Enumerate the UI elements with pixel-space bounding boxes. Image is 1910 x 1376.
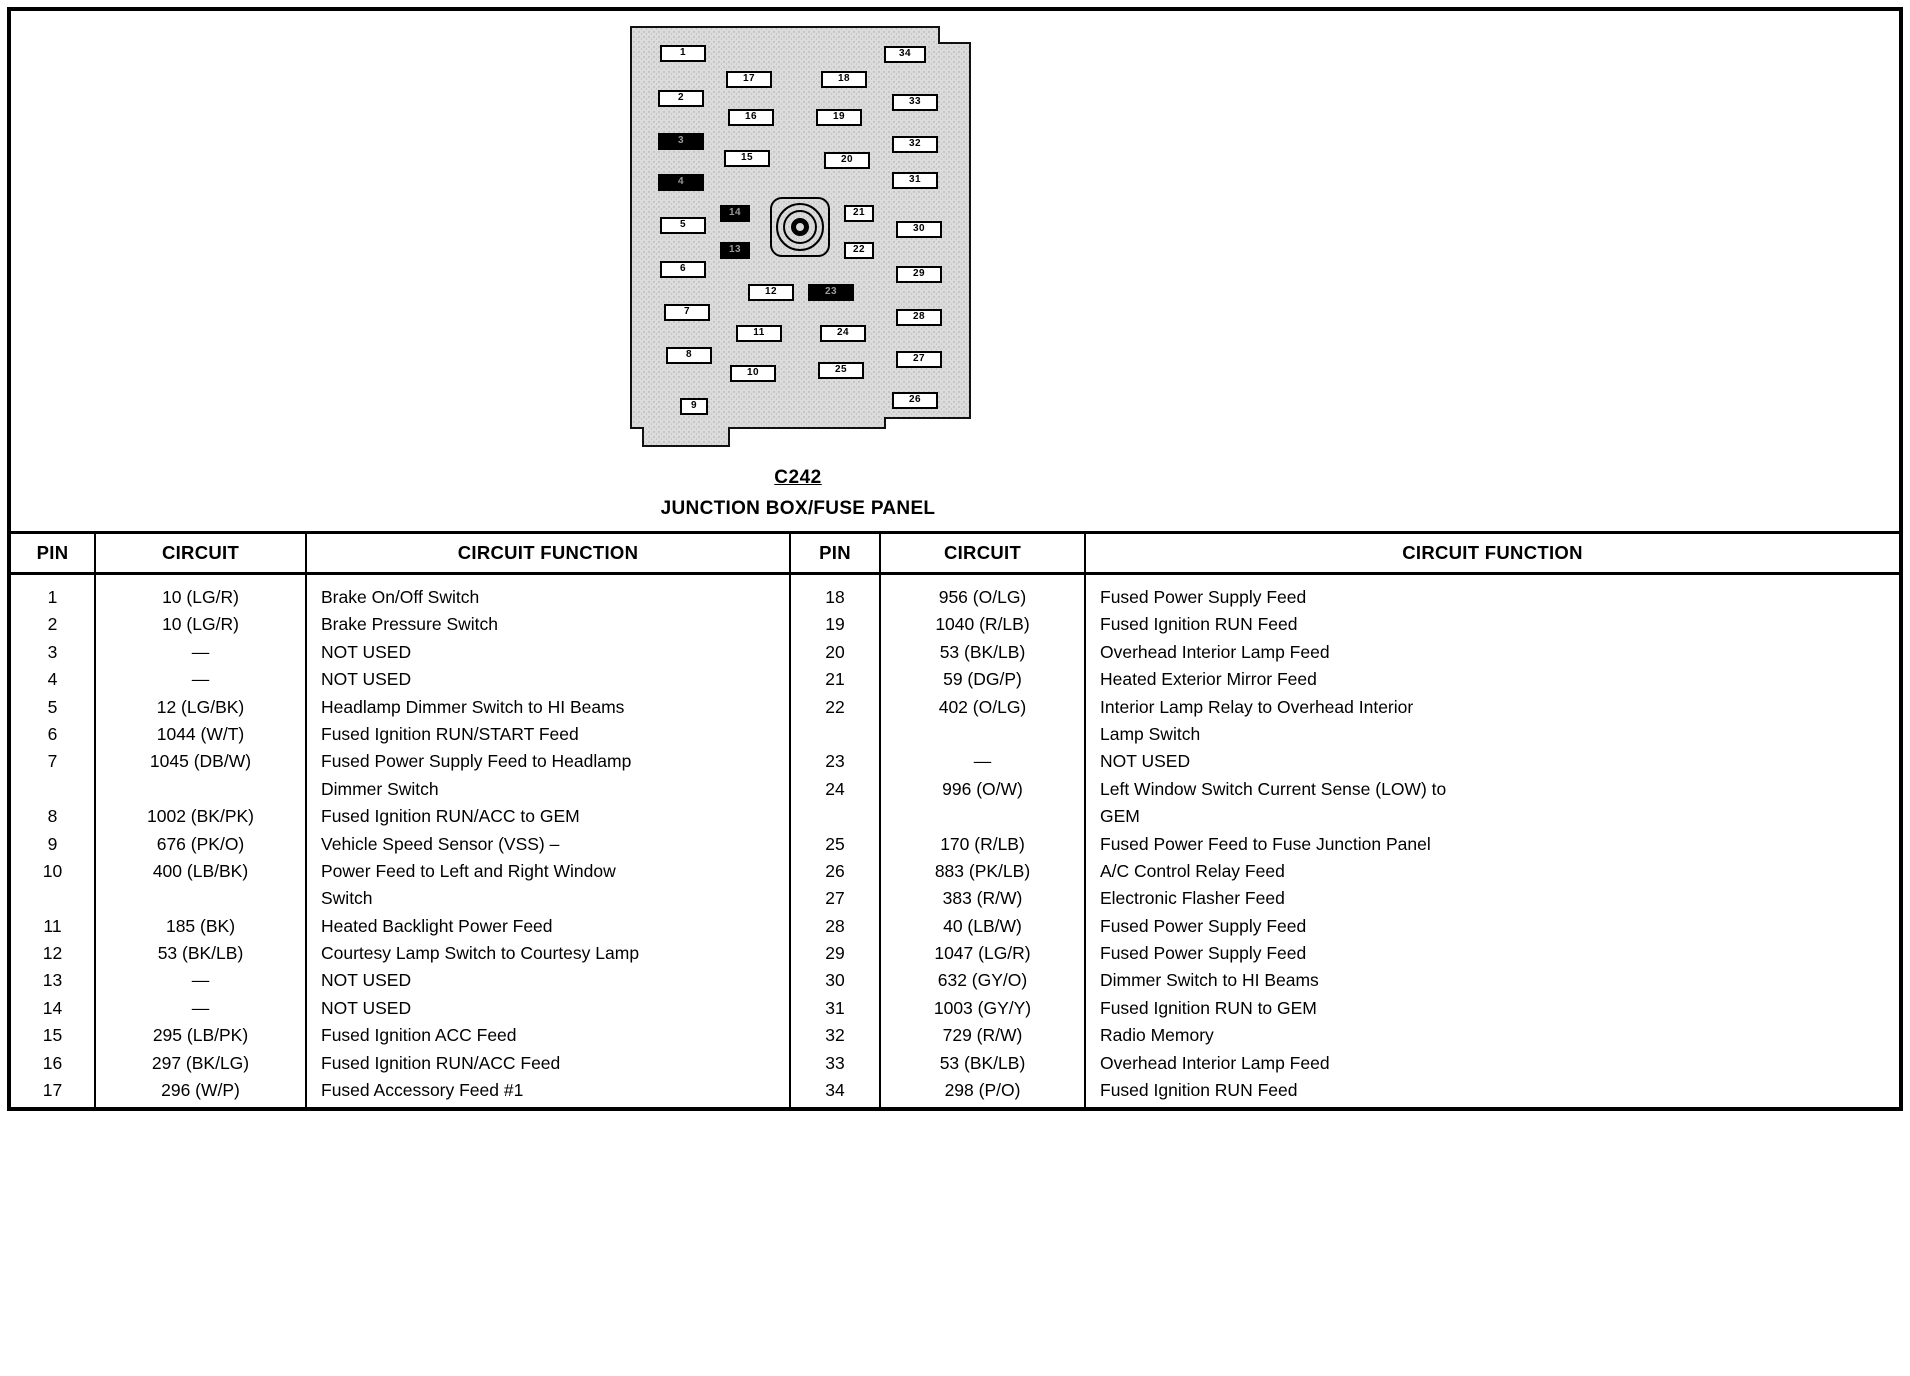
pin-cell: 15 — [42, 1025, 63, 1046]
function-cell: Heated Exterior Mirror Feed — [1100, 669, 1317, 690]
function-cell: Fused Ignition RUN/ACC Feed — [321, 1052, 561, 1073]
fuse-box-20: 20 — [824, 152, 870, 169]
function-cell: Overhead Interior Lamp Feed — [1100, 1052, 1330, 1073]
table-header-row — [11, 531, 1899, 575]
connector-id: C242 — [774, 467, 822, 488]
pin-cell: 26 — [825, 860, 845, 881]
fuse-panel — [623, 21, 973, 453]
pin-cell: 7 — [47, 751, 58, 772]
function-cell: Power Feed to Left and Right Window — [321, 860, 616, 881]
fuse-box-9: 9 — [680, 398, 708, 415]
function-cell: Interior Lamp Relay to Overhead Interior — [1100, 696, 1414, 717]
pin-cell: 24 — [825, 778, 845, 799]
pin-cell: 2 — [47, 614, 58, 635]
table-body — [11, 575, 1899, 1107]
fuse-box-11: 11 — [736, 325, 782, 342]
circuit-cell: — — [191, 669, 210, 690]
fuse-box-6: 6 — [660, 261, 706, 278]
pin-cell: 8 — [47, 806, 58, 827]
function-cell: Dimmer Switch to HI Beams — [1100, 970, 1319, 991]
panel-title: JUNCTION BOX/FUSE PANEL — [660, 498, 936, 519]
pin-cell: 12 — [42, 943, 63, 964]
circuit-cell: 1002 (BK/PK) — [147, 806, 254, 827]
pin-cell — [11, 776, 94, 803]
circuit-cell: 729 (R/W) — [942, 1025, 1023, 1046]
circuit-cell: 1044 (W/T) — [156, 723, 245, 744]
function-cell: Fused Ignition RUN Feed — [1100, 614, 1298, 635]
fuse-box-12: 12 — [748, 284, 794, 301]
pin-cell: 34 — [825, 1080, 845, 1101]
column-circuit-left — [96, 575, 307, 1107]
circuit-cell: 10 (LG/R) — [162, 614, 239, 635]
pin-cell: 25 — [825, 833, 845, 854]
pin-cell — [11, 885, 94, 912]
pin-cell: 18 — [825, 587, 845, 607]
function-cell: Fused Ignition ACC Feed — [321, 1025, 517, 1046]
pin-cell: 19 — [825, 614, 845, 635]
fuse-box-7: 7 — [664, 304, 710, 321]
circuit-cell — [96, 885, 305, 912]
function-cell: Electronic Flasher Feed — [1100, 888, 1285, 909]
function-cell: Fused Accessory Feed #1 — [321, 1080, 524, 1101]
header-circuit-right: CIRCUIT — [881, 534, 1086, 572]
grommet-icon — [770, 197, 830, 257]
column-circuit-right — [881, 575, 1086, 1107]
pin-cell: 10 — [42, 860, 63, 881]
pin-cell: 21 — [825, 669, 845, 690]
circuit-cell: 40 (LB/W) — [943, 915, 1022, 936]
pin-cell: 23 — [825, 751, 845, 772]
circuit-cell: 632 (GY/O) — [937, 970, 1028, 991]
page — [7, 7, 1903, 1111]
header-function-right: CIRCUIT FUNCTION — [1402, 542, 1583, 563]
fuse-box-1: 1 — [660, 45, 706, 62]
circuit-cell: 402 (O/LG) — [938, 696, 1027, 717]
circuit-cell: 400 (LB/BK) — [152, 860, 249, 881]
diagram-caption — [623, 467, 973, 520]
circuit-cell: 676 (PK/O) — [156, 833, 245, 854]
pin-cell: 28 — [825, 915, 845, 936]
circuit-cell: — — [973, 751, 992, 772]
fuse-panel-diagram — [623, 21, 973, 520]
fuse-box-24: 24 — [820, 325, 866, 342]
circuit-cell: 1003 (GY/Y) — [933, 997, 1032, 1018]
pin-cell: 11 — [43, 915, 62, 936]
fuse-box-30: 30 — [896, 221, 942, 238]
column-function-left — [307, 575, 791, 1107]
circuit-cell: — — [191, 997, 210, 1018]
circuit-cell: 10 (LG/R) — [162, 587, 239, 607]
function-cell: Headlamp Dimmer Switch to HI Beams — [321, 696, 625, 717]
pin-cell: 20 — [825, 641, 845, 662]
circuit-cell: 12 (LG/BK) — [156, 696, 245, 717]
circuit-cell: 53 (BK/LB) — [157, 943, 244, 964]
function-cell: A/C Control Relay Feed — [1100, 860, 1285, 881]
pin-cell: 14 — [42, 997, 63, 1018]
fuse-box-22: 22 — [844, 242, 874, 259]
circuit-cell: 53 (BK/LB) — [939, 641, 1026, 662]
fuse-box-34: 34 — [884, 46, 926, 63]
circuit-cell: 170 (R/LB) — [940, 833, 1025, 854]
fuse-box-16: 16 — [728, 109, 774, 126]
pin-cell: 5 — [47, 696, 58, 717]
fuse-box-19: 19 — [816, 109, 862, 126]
diagram-section — [11, 11, 1899, 531]
function-cell: Vehicle Speed Sensor (VSS) – — [321, 833, 560, 854]
fuse-box-31: 31 — [892, 172, 938, 189]
pin-cell: 13 — [42, 970, 63, 991]
fuse-box-13: 13 — [720, 242, 750, 259]
fuse-box-18: 18 — [821, 71, 867, 88]
function-cell: Brake On/Off Switch — [321, 587, 480, 607]
grommet-inner-ring — [791, 218, 809, 236]
column-pin-left — [11, 575, 96, 1107]
function-cell: Fused Ignition RUN Feed — [1100, 1080, 1298, 1101]
fuse-box-17: 17 — [726, 71, 772, 88]
function-cell: Lamp Switch — [1100, 723, 1201, 744]
function-cell: NOT USED — [321, 669, 412, 690]
function-cell: Fused Power Supply Feed to Headlamp — [321, 751, 632, 772]
circuit-cell: 295 (LB/PK) — [152, 1025, 249, 1046]
function-cell: Fused Ignition RUN/ACC to GEM — [321, 806, 580, 827]
fuse-box-26: 26 — [892, 392, 938, 409]
function-cell: GEM — [1100, 806, 1140, 827]
fuse-box-21: 21 — [844, 205, 874, 222]
circuit-cell: 185 (BK) — [165, 915, 236, 936]
function-cell: Courtesy Lamp Switch to Courtesy Lamp — [321, 943, 640, 964]
pin-cell: 22 — [825, 696, 845, 717]
column-pin-right — [791, 575, 881, 1107]
fuse-box-25: 25 — [818, 362, 864, 379]
pin-cell: 31 — [825, 997, 845, 1018]
circuit-cell — [881, 803, 1084, 830]
circuit-cell: 883 (PK/LB) — [934, 860, 1031, 881]
pin-cell: 6 — [47, 723, 58, 744]
function-cell: Radio Memory — [1100, 1025, 1214, 1046]
circuit-cell: 383 (R/W) — [942, 888, 1023, 909]
circuit-cell: — — [191, 641, 210, 662]
pin-cell: 3 — [47, 641, 58, 662]
function-cell: NOT USED — [321, 997, 412, 1018]
function-cell: NOT USED — [321, 641, 412, 662]
grommet-outer-ring — [776, 203, 824, 251]
pin-cell — [791, 803, 879, 830]
pin-cell: 32 — [825, 1025, 845, 1046]
function-cell: NOT USED — [321, 970, 412, 991]
pin-cell: 17 — [42, 1080, 63, 1101]
function-cell: Brake Pressure Switch — [321, 614, 499, 635]
function-cell: Left Window Switch Current Sense (LOW) to — [1100, 778, 1447, 799]
header-circuit-left: CIRCUIT — [96, 534, 307, 572]
fuse-box-23: 23 — [808, 284, 854, 301]
fuse-box-32: 32 — [892, 136, 938, 153]
function-cell: NOT USED — [1100, 751, 1191, 772]
circuit-cell — [96, 776, 305, 803]
pin-cell: 16 — [42, 1052, 63, 1073]
circuit-cell: 1047 (LG/R) — [934, 943, 1031, 964]
pin-cell: 9 — [47, 833, 58, 854]
function-cell: Fused Power Supply Feed — [1100, 587, 1307, 607]
fuse-box-4: 4 — [658, 174, 704, 191]
pin-cell: 27 — [825, 888, 845, 909]
pin-cell: 29 — [825, 943, 845, 964]
function-cell: Fused Ignition RUN to GEM — [1100, 997, 1317, 1018]
function-cell: Dimmer Switch — [321, 778, 439, 799]
circuit-cell: 59 (DG/P) — [943, 669, 1022, 690]
circuit-cell: 296 (W/P) — [161, 1080, 240, 1101]
fuse-box-5: 5 — [660, 217, 706, 234]
fuse-box-2: 2 — [658, 90, 704, 107]
function-cell: Fused Ignition RUN/START Feed — [321, 723, 579, 744]
circuit-cell: — — [191, 970, 210, 991]
circuit-cell: 1045 (DB/W) — [149, 751, 252, 772]
fuse-box-29: 29 — [896, 266, 942, 283]
fuse-box-14: 14 — [720, 205, 750, 222]
pin-cell: 1 — [47, 587, 58, 607]
fuse-box-27: 27 — [896, 351, 942, 368]
pin-cell: 33 — [825, 1052, 845, 1073]
circuit-cell: 297 (BK/LG) — [151, 1052, 250, 1073]
fuse-box-3: 3 — [658, 133, 704, 150]
circuit-cell — [881, 721, 1084, 748]
fuse-box-10: 10 — [730, 365, 776, 382]
header-pin-right: PIN — [791, 534, 881, 572]
circuit-cell: 996 (O/W) — [942, 778, 1023, 799]
function-cell: Fused Power Supply Feed — [1100, 943, 1307, 964]
fuse-box-28: 28 — [896, 309, 942, 326]
column-function-right — [1086, 575, 1899, 1107]
fuse-box-15: 15 — [724, 150, 770, 167]
pin-cell: 4 — [47, 669, 58, 690]
function-cell: Switch — [321, 888, 373, 909]
circuit-cell: 53 (BK/LB) — [939, 1052, 1026, 1073]
circuit-cell: 1040 (R/LB) — [935, 614, 1030, 635]
function-cell: Fused Power Feed to Fuse Junction Panel — [1100, 833, 1431, 854]
function-cell: Fused Power Supply Feed — [1100, 915, 1307, 936]
header-pin-left: PIN — [11, 534, 96, 572]
pin-cell — [791, 721, 879, 748]
fuse-box-33: 33 — [892, 94, 938, 111]
fuse-box-8: 8 — [666, 347, 712, 364]
pin-cell: 30 — [825, 970, 845, 991]
function-cell: Overhead Interior Lamp Feed — [1100, 641, 1330, 662]
header-function-left: CIRCUIT FUNCTION — [307, 534, 791, 572]
grommet-middle-ring — [783, 210, 817, 244]
circuit-cell: 956 (O/LG) — [938, 587, 1027, 607]
function-cell: Heated Backlight Power Feed — [321, 915, 553, 936]
circuit-cell: 298 (P/O) — [944, 1080, 1021, 1101]
